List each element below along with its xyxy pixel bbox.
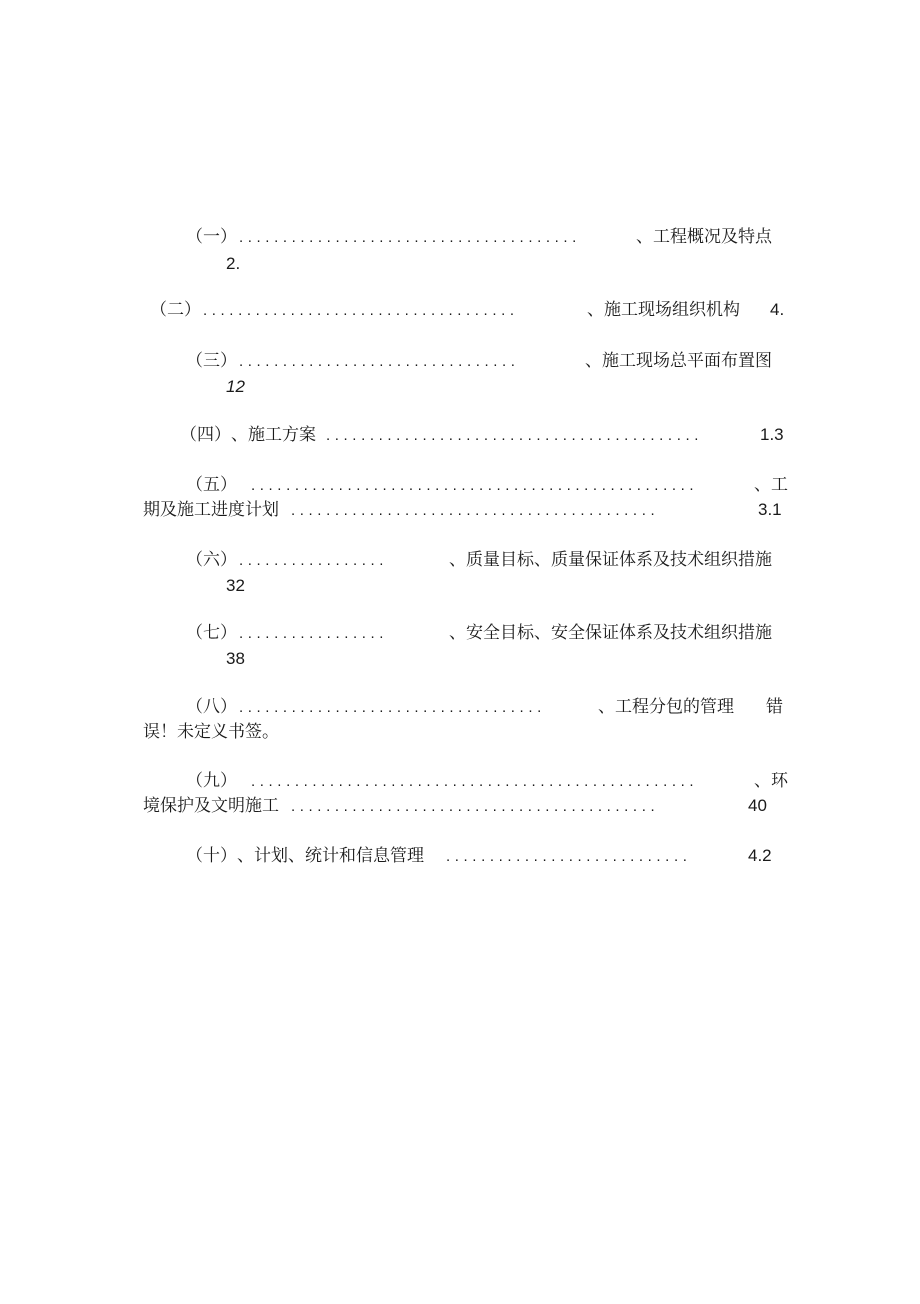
toc-entry-title: 、工程分包的管理 [598,697,734,717]
toc-entry-6 [186,549,772,572]
toc-entry-title: 、施工现场总平面布置图 [585,351,772,371]
toc-leader-dots: ................................... [239,699,546,716]
toc-leader-dots: ................................................... [251,773,699,790]
toc-entry-number: （四） [180,425,231,445]
toc-leader-dots: ............................ [446,848,692,865]
toc-entry-9 [186,770,788,793]
toc-entry-number: （一） [186,227,237,247]
toc-entry-title: 、工程概况及特点 [636,227,772,247]
toc-entry-number: （六） [186,550,237,570]
toc-entry-number: （七） [186,623,237,643]
toc-entry-1 [186,226,772,249]
toc-entry-number: （九） [186,771,237,791]
toc-entry-9-cont [143,795,747,818]
toc-leader-dots: ....................................... [239,229,581,246]
toc-error-text: 误！未定义书签。 [143,722,279,742]
toc-leader-dots: ................. [239,625,389,642]
toc-leader-dots: .................................... [203,302,519,319]
toc-page-number[interactable]: 1.3 [760,425,784,444]
toc-entry-number: （十） [186,846,237,866]
toc-entry-title: 、安全目标、安全保证体系及技术组织措施 [449,623,772,643]
toc-page-number[interactable]: 12 [226,377,245,396]
toc-entry-7 [186,622,772,645]
toc-entry-title: 、计划、统计和信息管理 [237,846,424,866]
toc-error-text: 错 [766,697,783,717]
toc-page-number[interactable]: 32 [226,576,245,595]
toc-entry-title: 、质量目标、质量保证体系及技术组织措施 [449,550,772,570]
toc-entry-title: 、工 [754,475,788,495]
toc-entry-3 [186,350,772,373]
toc-page-number[interactable]: 3.1 [758,500,782,519]
toc-entry-number: （三） [186,351,237,371]
toc-page-number[interactable]: 38 [226,649,245,668]
toc-entry-5 [186,474,788,497]
toc-entry-2 [150,299,740,322]
toc-leader-dots: ........................................... [326,427,704,444]
toc-entry-4 [180,424,758,447]
toc-page-number[interactable]: 40 [748,796,767,815]
toc-page-number[interactable]: 4. [770,300,785,319]
toc-entry-8 [186,696,734,719]
toc-entry-number: （八） [186,697,237,717]
toc-entry-title: 期及施工进度计划 [143,500,279,520]
toc-entry-title: 、环 [754,771,788,791]
toc-leader-dots: .......................................... [291,798,660,815]
toc-page-number[interactable]: 4.2 [748,846,772,865]
toc-entry-title: 、施工方案 [231,425,316,445]
toc-leader-dots: ................................................... [251,477,699,494]
toc-leader-dots: ................................ [239,353,520,370]
toc-entry-number: （五） [186,475,237,495]
toc-page-number[interactable]: 2. [226,254,241,273]
toc-entry-10 [186,845,746,868]
toc-entry-title: 、施工现场组织机构 [587,300,740,320]
toc-leader-dots: ................. [239,552,389,569]
toc-entry-title: 境保护及文明施工 [143,796,279,816]
toc-entry-5-cont [143,499,757,522]
toc-entry-number: （二） [150,300,201,320]
toc-leader-dots: .......................................... [291,502,660,519]
